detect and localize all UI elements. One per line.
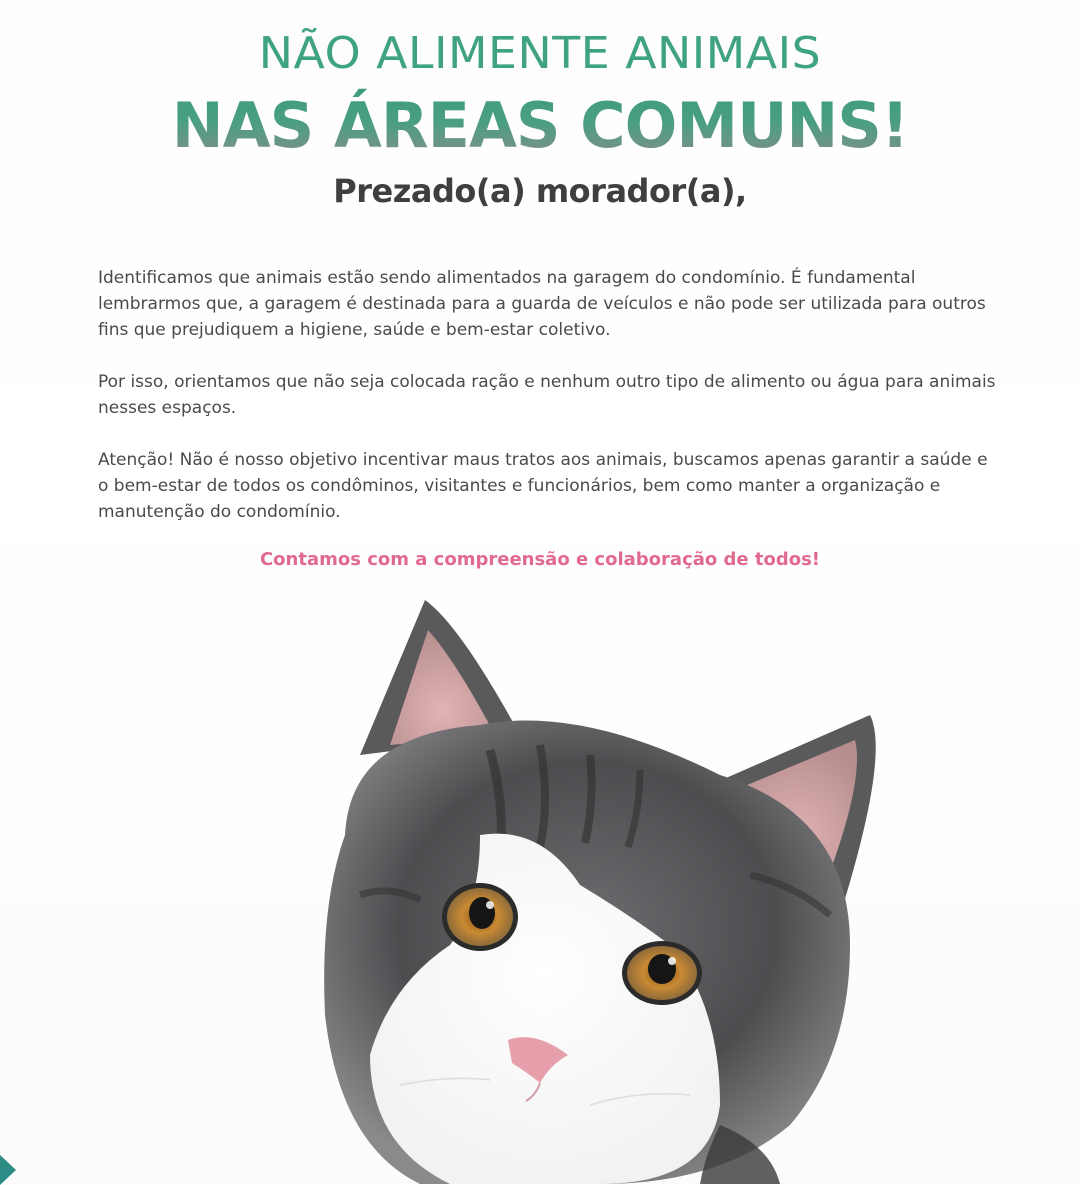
- corner-triangle-icon: [0, 1155, 16, 1185]
- title-line-1: NÃO ALIMENTE ANIMAIS: [258, 28, 822, 79]
- greeting: Prezado(a) morador(a),: [333, 172, 747, 210]
- paragraph-attention: Atenção! Não é nosso objetivo incentivar maus tratos aos animais, buscamos apenas garantir a saúde e o bem-estar de todos os condôminos, visitantes e funcionários, bem como manter a organização e manutenção do condomínio.: [98, 450, 988, 522]
- paragraph-garage: Identificamos que animais estão sendo alimentados na garagem do condomínio. É fundamental lembrarmos que, a garagem é destinada para a guarda de veículos e não pode ser utilizada para outros fins que prejudiquem a higiene, saúde e bem-estar coletivo.: [98, 268, 986, 340]
- paragraph-guidance: Por isso, orientamos que não seja colocada ração e nenhum outro tipo de alimento ou água para animais nesses espaços.: [98, 372, 996, 418]
- cat-photo: [250, 585, 950, 1184]
- title-line-2: NAS ÁREAS COMUNS!: [0, 86, 1080, 166]
- closing-message: Contamos com a compreensão e colaboração de todos!: [259, 549, 821, 570]
